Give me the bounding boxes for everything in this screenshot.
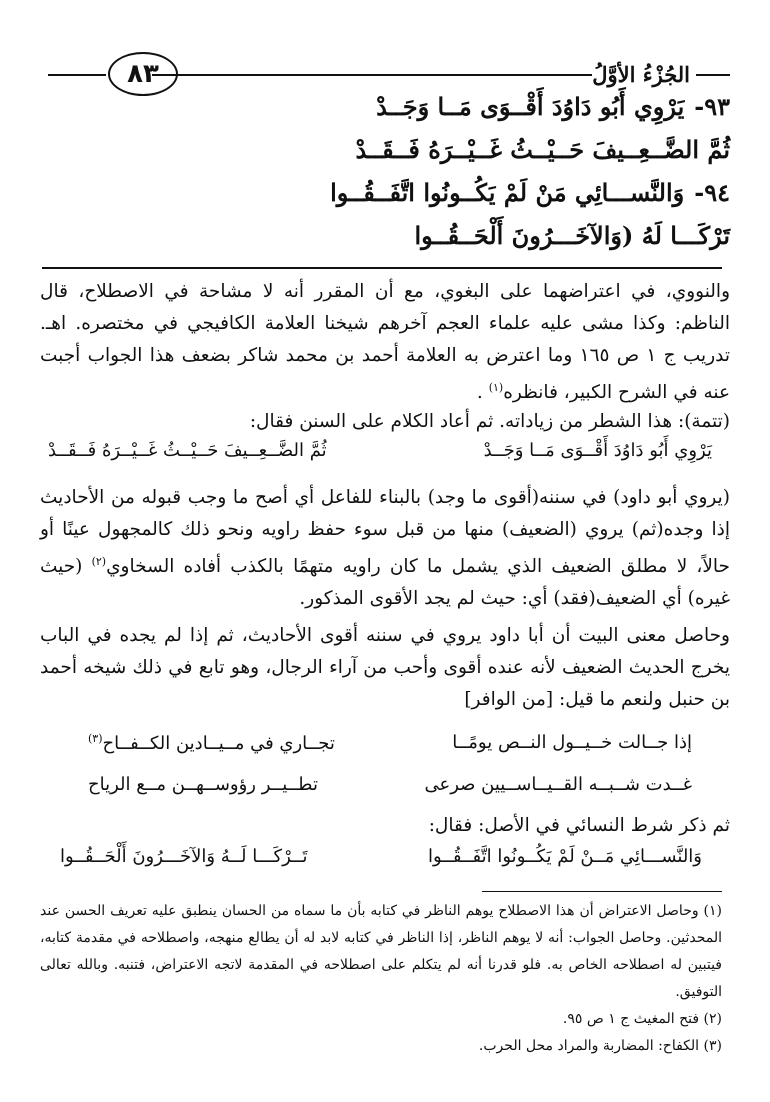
commentary-para-4: ثم ذكر شرط النسائي في الأصل: فقال: — [428, 815, 730, 836]
poem-line-1b: تجــاري في مــيــادين الكــفــاح$^{(٣)}$ — [88, 732, 335, 754]
section-divider — [42, 267, 722, 269]
footnote-text: وحاصل الاعتراض أن هذا الاصطلاح يوهم الناظر في كتابه بأن ما سماه من الحسان ينطبق عليه تعريف الحسن عند المحدثين. وحاصل الجواب: أنه لا يوهم الناظر، إذا الناظر في كتابه لابد له أن يطالع منهجه، واصطلاحه في مقدمة كتابه، فيتبين له اصطلاحه الخاص به. فلو قدرنا أنه لم يتكلم على اصطلاحه في المقدمة لاتجه الاعتراض، فتنبه. وبالله تعالى التوفيق. — [40, 903, 722, 1000]
footnote-divider — [482, 891, 722, 892]
page-number: ٨٣ — [108, 52, 178, 96]
footnote-mark: (٢) — [703, 1011, 722, 1027]
hemistich-a2: ثُمَّ الضَّــعِــيفَ حَــيْــثُ غَــيْــرَهُ فَــقَــدْ — [48, 440, 327, 461]
footnote-1 — [40, 898, 722, 1006]
poem-line-1a: إذا جــالت خــيــول النــص يومًــا — [452, 732, 692, 753]
tatimma-line: (تتمة): هذا الشطر من زياداته. ثم أعاد الكلام على السنن فقال: — [249, 411, 730, 432]
commentary-para-2 — [40, 482, 730, 615]
hemistich-b2: تَــرْكَـــا لَــهُ وَالآخَـــرُونَ أَلْحَــقُــوا — [60, 846, 308, 867]
para-text: (يروي أبو داود) في سننه(أقوى ما وجد) بالبناء للفاعل أي أصح ما وجب قبوله من الأحاديث إذا وجده(ثم) يروي (الضعيف) منها من قبل سوء حفظ راويه ونحو ذلك كالمجهول عينًا أو حالاً، لا مطلق الضعيف الذي يشمل ما كان راويه متهمًا بالكذب أفاده السخاوي — [40, 487, 730, 578]
para-end: (حيث غيره) أي الضعيف(فقد) أي: حيث لم يجد الأقوى المذكور. — [40, 556, 730, 610]
footnote-text: الكفاح: المضاربة والمراد محل الحرب. — [478, 1038, 700, 1054]
verse-94-second: تَرْكَـــا لَهُ (وَالآخَـــرُونَ أَلْحَــقُــوا — [414, 221, 730, 250]
footnote-text: فتح المغيث ج ١ ص ٩٥. — [562, 1011, 700, 1027]
footnote-ref: (٢) — [91, 555, 107, 568]
verse-text: وَالنَّســـائِي مَنْ لَمْ يَكُــونُوا اتَّفَــقُــوا — [330, 178, 685, 207]
footnotes — [40, 898, 722, 1060]
header-rule-right — [696, 74, 730, 76]
verse-93-first — [376, 92, 730, 121]
footnote-ref: (١) — [488, 381, 504, 394]
poem-line-2a: غــدت شــبــه القــيــاســيين صرعى — [424, 774, 692, 795]
verse-text: يَرْوِي أَبُو دَاوُدَ أَقْــوَى مَــا وَجَــدْ — [376, 92, 685, 121]
para-text: والنووي، في اعتراضهما على البغوي، مع أن المقرر أنه لا مشاحة في الاصطلاح، قال الناظم: وكذا مشى عليه علماء العجم آخرهم شيخنا العلامة الكافيجي في مختصره. اهـ. تدريب ج ١ ص ١٦٥ وما اعترض به العلامة أحمد بن محمد شاكر بضعف هذا الجواب أجبت عنه في الشرح الكبير، فانظره — [40, 281, 730, 404]
commentary-para-3: وحاصل معنى البيت أن أبا داود يروي في سننه أقوى الأحاديث، ثم إذا لم يجده في الباب يخرج الحديث الضعيف لأنه عنده أقوى وأحب من آراء الرجال، وهو تابع في ذلك شيخه أحمد بن حنبل ولنعم ما قيل: [من الوافر] — [40, 625, 730, 710]
poem-line-2b: تطــيــر رؤوســهــن مــع الرياح — [88, 774, 318, 795]
footnote-mark: (٣) — [703, 1038, 722, 1054]
commentary-para-1 — [40, 276, 730, 409]
footnote-2 — [40, 1006, 722, 1033]
verse-number: ٩٣- — [694, 92, 730, 121]
part-title: الجُزْءُ الأوَّلُ — [592, 62, 690, 87]
verse-number: ٩٤- — [694, 178, 730, 207]
hemistich-b1: وَالنَّســـائِي مَــنْ لَمْ يَكُــونُوا اتَّفَــقُــوا — [428, 846, 702, 867]
footnote-mark: (١) — [703, 903, 722, 919]
hemistich-a1: يَرْوِي أَبُو دَاوُدَ أَقْــوَى مَــا وَجَــدْ — [483, 440, 712, 461]
footnote-ref: (٣) — [88, 732, 103, 745]
verse-94-first — [330, 178, 730, 207]
header-rule-center — [152, 74, 592, 76]
footnote-3 — [40, 1033, 722, 1060]
para-end: . — [476, 382, 483, 404]
verse-93-second: ثُمَّ الضَّــعِــيفَ حَــيْــثُ غَــيْــرَهُ فَــقَــدْ — [355, 135, 730, 164]
header-rule-left — [48, 74, 106, 76]
